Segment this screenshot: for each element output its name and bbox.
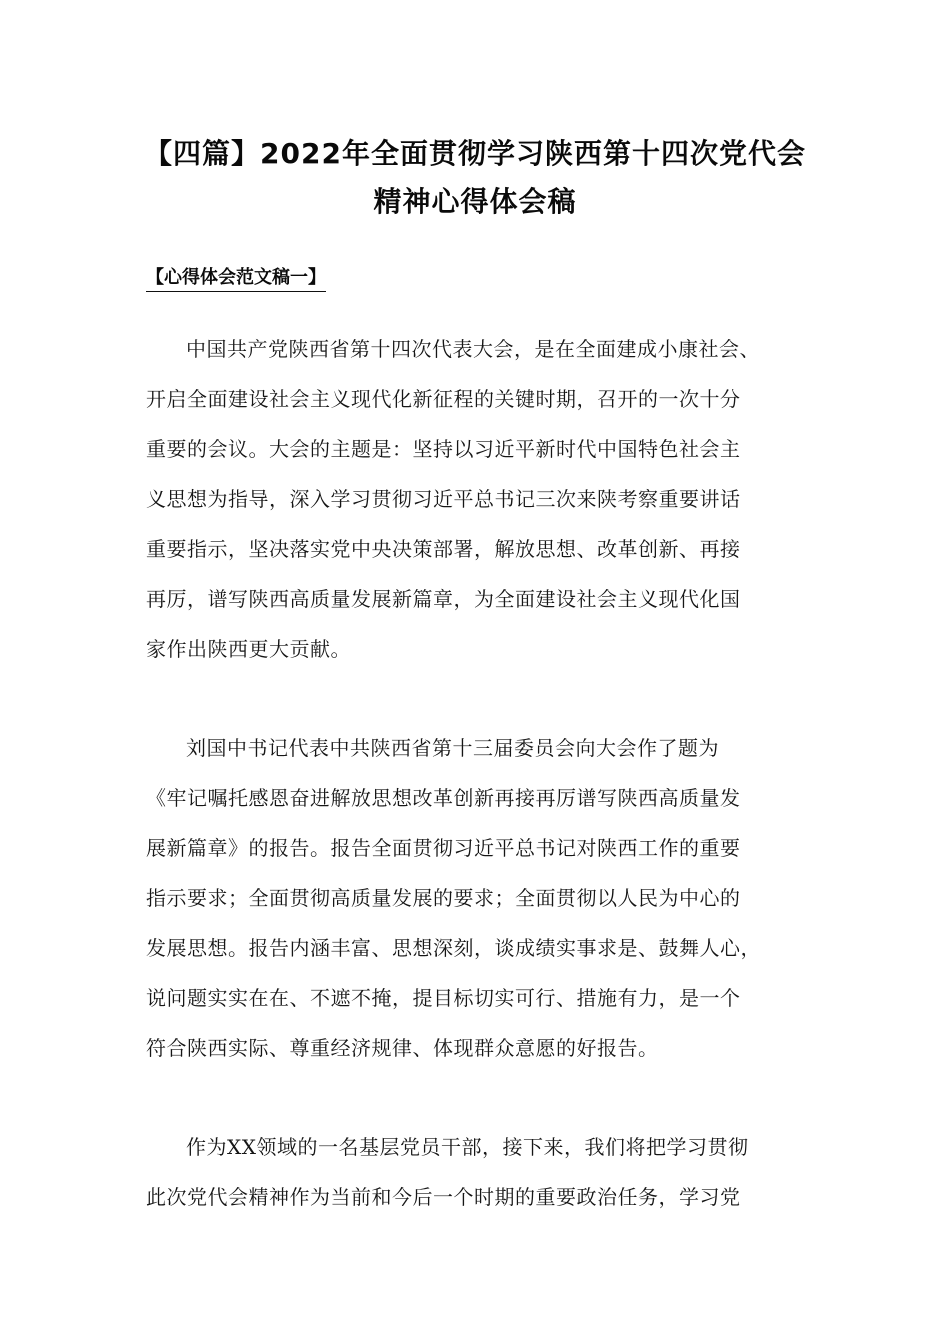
document-title-line-2: 精神心得体会稿 bbox=[373, 185, 577, 218]
paragraph-1-line: 再厉，谱写陕西高质量发展新篇章，为全面建设社会主义现代化国 bbox=[146, 587, 741, 611]
section-heading: 【心得体会范文稿一】 bbox=[146, 263, 326, 292]
paragraph-2-line: 指示要求；全面贯彻高质量发展的要求；全面贯彻以人民为中心的 bbox=[146, 886, 741, 910]
paragraph-2-line: 刘国中书记代表中共陕西省第十三届委员会向大会作了题为 bbox=[186, 736, 719, 760]
paragraph-2-line: 说问题实实在在、不遮不掩，提目标切实可行、措施有力，是一个 bbox=[146, 986, 741, 1010]
paragraph-2-line: 发展思想。报告内涵丰富、思想深刻，谈成绩实事求是、鼓舞人心， bbox=[146, 936, 761, 960]
paragraph-1-line: 中国共产党陕西省第十四次代表大会，是在全面建成小康社会、 bbox=[186, 337, 760, 361]
paragraph-1-line: 重要指示，坚决落实党中央决策部署，解放思想、改革创新、再接 bbox=[146, 537, 741, 561]
paragraph-2-line: 展新篇章》的报告。报告全面贯彻习近平总书记对陕西工作的重要 bbox=[146, 836, 741, 860]
paragraph-1-line: 家作出陕西更大贡献。 bbox=[146, 637, 351, 661]
document-title-line-1: 【四篇】2022年全面贯彻学习陕西第十四次党代会 bbox=[144, 137, 806, 170]
paragraph-3-line: 作为XX领域的一名基层党员干部，接下来，我们将把学习贯彻 bbox=[186, 1135, 749, 1159]
paragraph-2-line: 符合陕西实际、尊重经济规律、体现群众意愿的好报告。 bbox=[146, 1036, 659, 1060]
paragraph-1-line: 开启全面建设社会主义现代化新征程的关键时期，召开的一次十分 bbox=[146, 387, 741, 411]
paragraph-3-line: 此次党代会精神作为当前和今后一个时期的重要政治任务，学习党 bbox=[146, 1185, 741, 1209]
paragraph-1-line: 重要的会议。大会的主题是：坚持以习近平新时代中国特色社会主 bbox=[146, 437, 741, 461]
paragraph-1-line: 义思想为指导，深入学习贯彻习近平总书记三次来陕考察重要讲话 bbox=[146, 487, 741, 511]
paragraph-2-line: 《牢记嘱托感恩奋进解放思想改革创新再接再厉谱写陕西高质量发 bbox=[146, 786, 741, 810]
